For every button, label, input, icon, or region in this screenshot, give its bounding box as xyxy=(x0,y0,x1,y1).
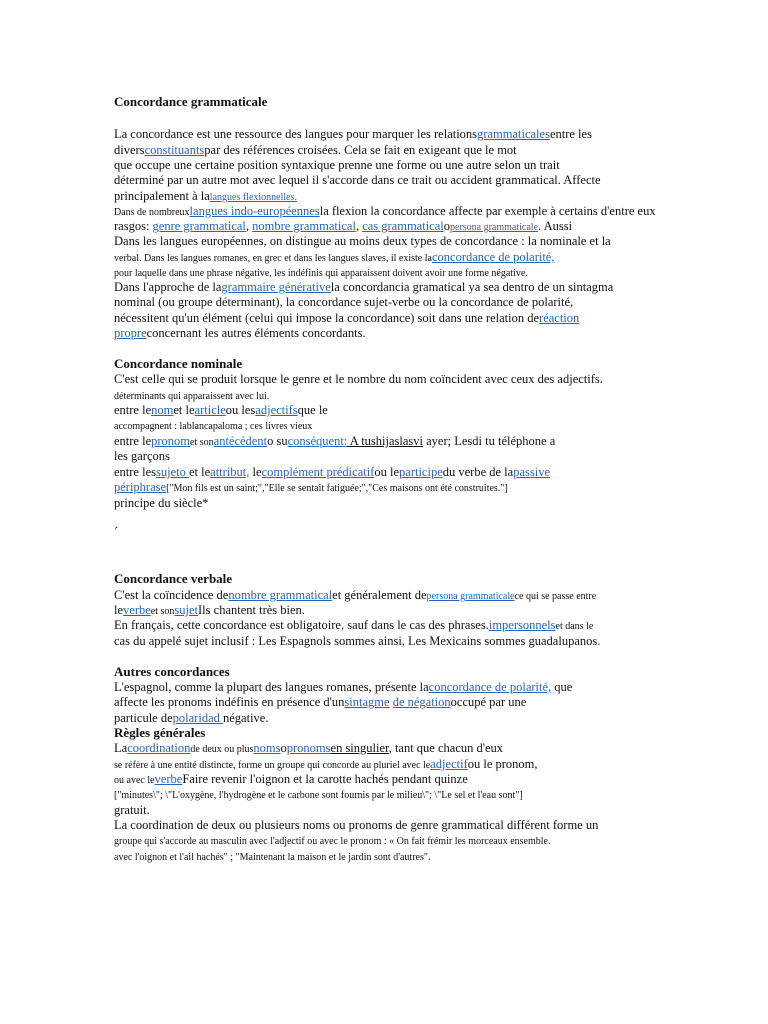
text-run: le xyxy=(249,465,262,479)
text-run: les garçons xyxy=(114,449,170,463)
wiki-link[interactable]: noms xyxy=(253,741,281,755)
text-run: nominal (ou groupe déterminant), la concordance sujet-verbe ou la concordance de polarité, xyxy=(114,295,574,309)
text-run: C'est celle qui se produit lorsque le genre et le nombre du nom coïncident avec ceux des adjectifs. xyxy=(114,372,603,386)
text-run: rasgos: xyxy=(114,219,153,233)
text-line xyxy=(114,157,560,173)
text-run: ou le xyxy=(374,465,400,479)
wiki-link[interactable]: persona grammaticale xyxy=(426,591,515,602)
text-run: et généralement de xyxy=(332,588,427,602)
wiki-link[interactable]: coordination xyxy=(127,741,191,755)
text-run: entre le xyxy=(114,434,152,448)
text-run: et le xyxy=(173,403,195,417)
text-run: que le xyxy=(297,403,328,417)
text-run: o xyxy=(280,741,287,755)
wiki-link[interactable]: de négation xyxy=(392,695,451,709)
text-run: , xyxy=(245,219,253,233)
wiki-link[interactable]: conséquent: xyxy=(287,434,348,448)
wiki-link[interactable]: concordance de polarité, xyxy=(428,680,552,694)
wiki-link[interactable]: sujet xyxy=(174,603,199,617)
text-line xyxy=(114,233,611,249)
wiki-link[interactable]: concordance de polarité, xyxy=(431,250,555,264)
text-run: Ils chantent très bien. xyxy=(198,603,305,617)
wiki-link[interactable]: langues flexionnelles. xyxy=(209,192,297,203)
wiki-link[interactable]: article xyxy=(194,403,226,417)
text-run: avec l'oignon et l'ail hachés" ; "Maintenant la maison et le jardin sont d'autres". xyxy=(114,852,431,863)
text-run: La concordance est une ressource des langues pour marquer les relations xyxy=(114,127,478,141)
text-line xyxy=(114,126,592,142)
wiki-link[interactable]: verbe xyxy=(154,772,183,786)
text-line xyxy=(114,172,601,188)
text-run: et son xyxy=(190,437,214,448)
heading-concordance-nominale: Concordance nominale xyxy=(114,356,243,371)
text-run: cas du appelé sujet inclusif : Les Espagnols sommes ainsi, Les Mexicains sommes guadalupanos. xyxy=(114,634,601,648)
wiki-link[interactable]: participe xyxy=(399,465,443,479)
text-run: que occupe une certaine position syntaxique prenne une forme ou une autre selon un trait xyxy=(114,158,560,172)
wiki-link[interactable]: grammaticales xyxy=(477,127,550,141)
text-run: , tant que chacun d'eux xyxy=(388,741,504,755)
text-line xyxy=(114,371,603,387)
text-run: La xyxy=(114,741,128,755)
text-run: la concordancia gramatical ya sea dentro de un sintagma xyxy=(330,280,614,294)
text-run: concernant les autres éléments concordants. xyxy=(146,326,366,340)
text-run: L'espagnol, comme la plupart des langues romanes, présente la xyxy=(114,680,429,694)
text-line xyxy=(114,294,573,310)
text-run: négative. xyxy=(223,711,269,725)
text-run: que xyxy=(551,680,573,694)
text-line xyxy=(114,694,526,710)
text-line xyxy=(114,710,268,726)
text-line xyxy=(114,786,523,804)
text-run: principe du siècle* xyxy=(114,496,209,510)
wiki-link[interactable]: antécédent xyxy=(213,434,268,448)
text-line xyxy=(114,524,118,540)
text-run: C'est la coïncidence de xyxy=(114,588,229,602)
wiki-link[interactable]: verbe xyxy=(123,603,151,617)
text-run: . Aussi xyxy=(538,219,573,233)
text-run: Dans les langues européennes, on distingue au moins deux types de concordance : la nominale et la xyxy=(114,234,611,248)
wiki-link[interactable]: périphrase xyxy=(114,480,167,494)
text-run: gratuit. xyxy=(114,803,150,817)
text-line xyxy=(114,279,613,295)
wiki-link[interactable]: pronoms xyxy=(286,741,331,755)
text-run: par des références croisées. Cela se fait en exigeant que le mot xyxy=(204,143,517,157)
text-run: et son xyxy=(150,606,175,617)
text-line xyxy=(114,817,598,833)
text-line xyxy=(114,433,555,451)
text-line xyxy=(114,802,150,818)
wiki-link[interactable]: complément prédicatif xyxy=(261,465,375,479)
text-run: le xyxy=(114,603,124,617)
heading-concordance-grammaticale: Concordance grammaticale xyxy=(114,94,268,109)
wiki-link[interactable]: nombre grammatical xyxy=(252,219,356,233)
wiki-link[interactable]: nombre grammatical xyxy=(228,588,333,602)
wiki-link[interactable]: persona grammaticale xyxy=(450,222,539,233)
wiki-link[interactable]: sintagme xyxy=(344,695,390,709)
wiki-link[interactable]: adjectifs xyxy=(255,403,298,417)
text-run: entre les xyxy=(114,465,156,479)
text-run: ´ xyxy=(114,525,119,539)
text-run: accompagnent : lablancapaloma ; ces livres vieux xyxy=(114,421,313,432)
text-run: principalement à la xyxy=(114,189,210,203)
text-run: En français, cette concordance est obligatoire, sauf dans le cas des phrases. xyxy=(114,618,489,632)
text-run: affecte les pronoms indéfinis en présence d'un xyxy=(114,695,345,709)
text-line xyxy=(114,402,328,418)
text-run: particule de xyxy=(114,711,173,725)
text-run: o su xyxy=(267,434,288,448)
text-run: et dans le xyxy=(555,621,594,632)
text-run: occupé par une xyxy=(450,695,527,709)
text-run: du verbe de la xyxy=(442,465,514,479)
text-run: o xyxy=(443,219,450,233)
wiki-link[interactable]: polaridad xyxy=(172,711,223,725)
wiki-link[interactable]: nom xyxy=(151,403,174,417)
text-run: divers xyxy=(114,143,145,157)
wiki-link[interactable]: attribut, xyxy=(210,465,250,479)
text-run: La coordination de deux ou plusieurs noms ou pronoms de genre grammatical différent forme un xyxy=(114,818,599,832)
text-run: de deux ou plus xyxy=(190,744,254,755)
text-run: Faire revenir l'oignon et la carotte hachés pendant quinze xyxy=(182,772,468,786)
text-run: , xyxy=(355,219,363,233)
text-run: Dans de nombreux xyxy=(114,207,190,218)
text-line xyxy=(114,142,517,158)
text-run: en singulier xyxy=(330,741,389,755)
wiki-link[interactable]: sujeto xyxy=(156,465,189,479)
text-run: entre les xyxy=(549,127,592,141)
text-run: déterminants qui apparaissent avec lui. xyxy=(114,391,270,402)
text-run: ou avec le xyxy=(114,775,155,786)
text-run: ayer; Lesdi tu téléphone a xyxy=(423,434,556,448)
text-run: ou les xyxy=(225,403,256,417)
text-line xyxy=(114,310,579,326)
text-run: verbal. Dans les langues romanes, en grec et dans les langues slaves, il existe la xyxy=(114,253,432,264)
wiki-link[interactable]: adjectif xyxy=(430,757,468,771)
text-line xyxy=(114,495,208,511)
wiki-link[interactable]: genre grammatical xyxy=(152,219,246,233)
text-line xyxy=(114,633,600,649)
wiki-link[interactable]: passive xyxy=(513,465,551,479)
text-line xyxy=(114,848,430,866)
text-line xyxy=(114,448,170,464)
text-run: groupe qui s'accorde au masculin avec l'adjectif ou avec le pronom : « On fait frémir les morceaux ensemble. xyxy=(114,836,551,847)
text-run: ou le pronom, xyxy=(467,757,538,771)
text-run: et le xyxy=(188,465,211,479)
text-run: pour laquelle dans une phrase négative, les indéfinis qui apparaissent doivent avoir une forme négative. xyxy=(114,268,528,279)
text-run: Dans l'approche de la xyxy=(114,280,222,294)
wiki-link[interactable]: propre xyxy=(114,326,147,340)
text-run: ["minutes\"; \"L'oxygène, l'hydrogène et le carbone sont fournis par le milieu\"; \"Le sel et l'eau sont"] xyxy=(114,790,523,801)
wiki-link[interactable]: constituants xyxy=(144,143,205,157)
text-run: ce qui se passe entre xyxy=(514,591,597,602)
wiki-link[interactable]: réaction xyxy=(539,311,580,325)
text-run: ["Mon fils est un saint;","Elle se sentait fatiguée;","Ces maisons ont été construites."] xyxy=(166,483,508,494)
text-line xyxy=(114,679,572,695)
text-line xyxy=(114,464,550,480)
text-line xyxy=(114,325,366,341)
text-run: entre le xyxy=(114,403,152,417)
heading-regles-generales: Règles générales xyxy=(114,725,206,740)
text-run: déterminé par un autre mot avec lequel il s'accorde dans ce trait ou accident grammatical. Affecte xyxy=(114,173,601,187)
text-run: se réfère à une entité distincte, forme un groupe qui concorde au pluriel avec le xyxy=(114,760,431,771)
heading-concordance-verbale: Concordance verbale xyxy=(114,571,233,586)
wiki-link[interactable]: cas grammatical xyxy=(362,219,444,233)
wiki-link[interactable]: grammaire générative xyxy=(221,280,331,294)
text-run: nécessitent qu'un élément (celui qui impose la concordance) soit dans une relation de xyxy=(114,311,540,325)
wiki-link[interactable]: impersonnels xyxy=(488,618,556,632)
text-run: la flexion la concordance affecte par exemple à certains d'entre eux xyxy=(319,204,656,218)
text-run: A tushijaslasvi xyxy=(347,434,423,448)
wiki-link[interactable]: pronom xyxy=(151,434,191,448)
wiki-link[interactable]: langues indo-européennes xyxy=(189,204,320,218)
heading-autres-concordances: Autres concordances xyxy=(114,664,230,679)
